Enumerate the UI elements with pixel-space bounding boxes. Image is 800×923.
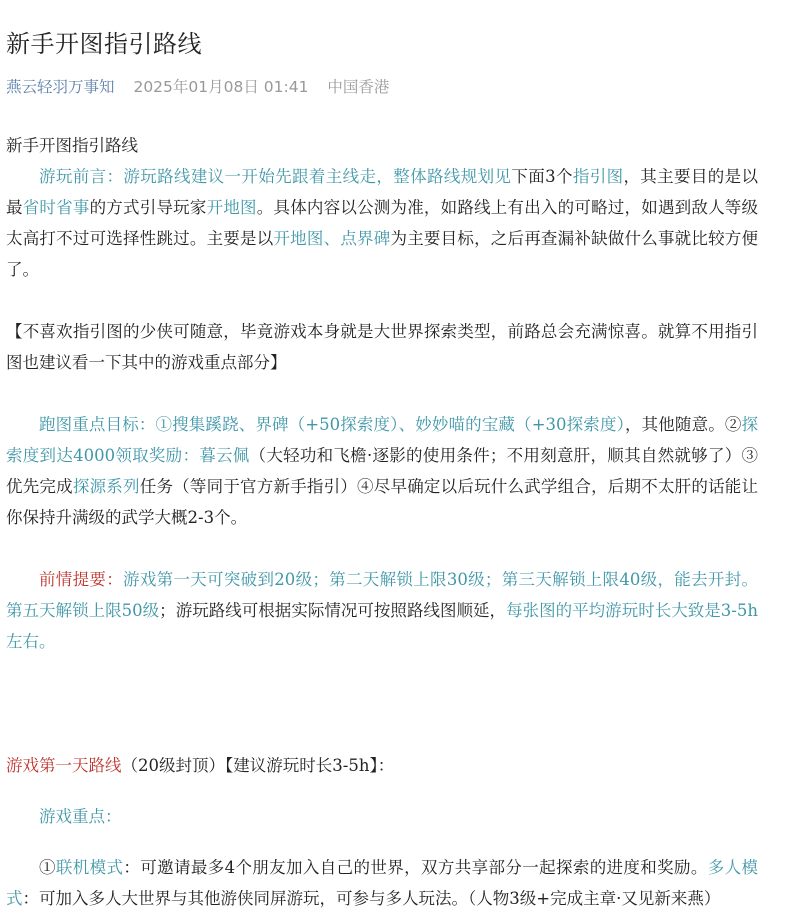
intro-text-6: 的方式引导玩家 — [89, 198, 207, 217]
mp-text-2: 联机模式 — [55, 858, 124, 877]
goals-text-4: （大轻功和飞檐·逐影的使用条件；不用刻意肝，顺其自然就够了）③优先完成 — [6, 446, 758, 496]
summary-text-3: ；游玩路线可根据实际情况可按照路线图顺延， — [159, 601, 507, 620]
intro-text-7: 开地图 — [206, 198, 257, 217]
day1-subtitle: （20级封顶）【建议游玩时长3-5h】： — [121, 756, 395, 775]
summary-text-4: 每张图的平均游玩时长大致是3-5h左右。 — [6, 601, 759, 651]
paragraph-note: 【不喜欢指引图的少侠可随意，毕竟游戏本身就是大世界探索类型，前路总会充满惊喜。就算不用指引图也建议看一下其中的游戏重点部分】 — [6, 322, 758, 372]
mp-text-5: ：可加入多人大世界与其他游侠同屏游玩，可参与多人玩法。（人物3级+完成主章·又见新来燕） — [22, 889, 721, 908]
goals-text-3: 探索度到达4000领取奖励：暮云佩 — [6, 415, 758, 465]
summary-text-2: 游戏第一天可突破到20级；第二天解锁上限30级；第三天解锁上限40级，能去开封。第五天解锁上限50级 — [6, 570, 758, 620]
mp-text-3: ：可邀请最多4个朋友加入自己的世界，双方共享部分一起探索的进度和奖励。 — [123, 858, 708, 877]
summary-text-1: 前情提要： — [39, 570, 124, 589]
goals-text-2: ，其他随意。② — [625, 415, 742, 434]
publish-location: 中国香港 — [327, 78, 390, 96]
body-heading: 新手开图指引路线 — [6, 136, 138, 155]
article-body — [6, 130, 758, 914]
mp-text-1: ① — [39, 858, 56, 877]
article-meta — [6, 75, 389, 97]
paragraph-intro — [6, 161, 758, 285]
intro-text-9: 开地图、点界碑 — [273, 229, 391, 248]
article-title: 新手开图指引路线 — [6, 30, 202, 58]
intro-text-8: 。具体内容以公测为准，如路线上有出入的可略过，如遇到敌人等级太高打不过可选择性跳过。主要是以 — [6, 198, 759, 248]
paragraph-day1 — [6, 750, 758, 781]
goals-text-1: 跑图重点目标：①搜集蹊跷、界碑（+50探索度）、妙妙喵的宝藏（+30探索度） — [39, 415, 625, 434]
paragraph-multiplayer — [6, 852, 758, 914]
publish-date: 2025年01月08日 01:41 — [133, 78, 309, 96]
key-points-heading: 游戏重点： — [39, 807, 122, 826]
intro-text-10: 为主要目标，之后再查漏补缺做什么事就比较方便了。 — [6, 229, 759, 279]
goals-text-5: 探源系列 — [72, 477, 140, 496]
paragraph-goals — [6, 409, 758, 533]
intro-text-4: ，其主要目的是以最 — [6, 167, 759, 217]
goals-text-6: 任务（等同于官方新手指引）④尽早确定以后玩什么武学组合，后期不太肝的话能让你保持升满级的武学大概2-3个。 — [6, 477, 759, 527]
intro-text-5: 省时省事 — [22, 198, 90, 217]
mp-text-4: 多人模式 — [6, 858, 759, 908]
author-link[interactable]: 燕云轻羽万事知 — [6, 78, 115, 96]
intro-text-1: 游玩前言：游玩路线建议一开始先跟着主线走，整体路线规划见 — [39, 167, 512, 186]
day1-title: 游戏第一天路线 — [6, 756, 122, 775]
intro-text-3: 指引图 — [572, 167, 624, 186]
intro-text-2: 下面3个 — [511, 167, 573, 186]
paragraph-summary — [6, 564, 758, 657]
